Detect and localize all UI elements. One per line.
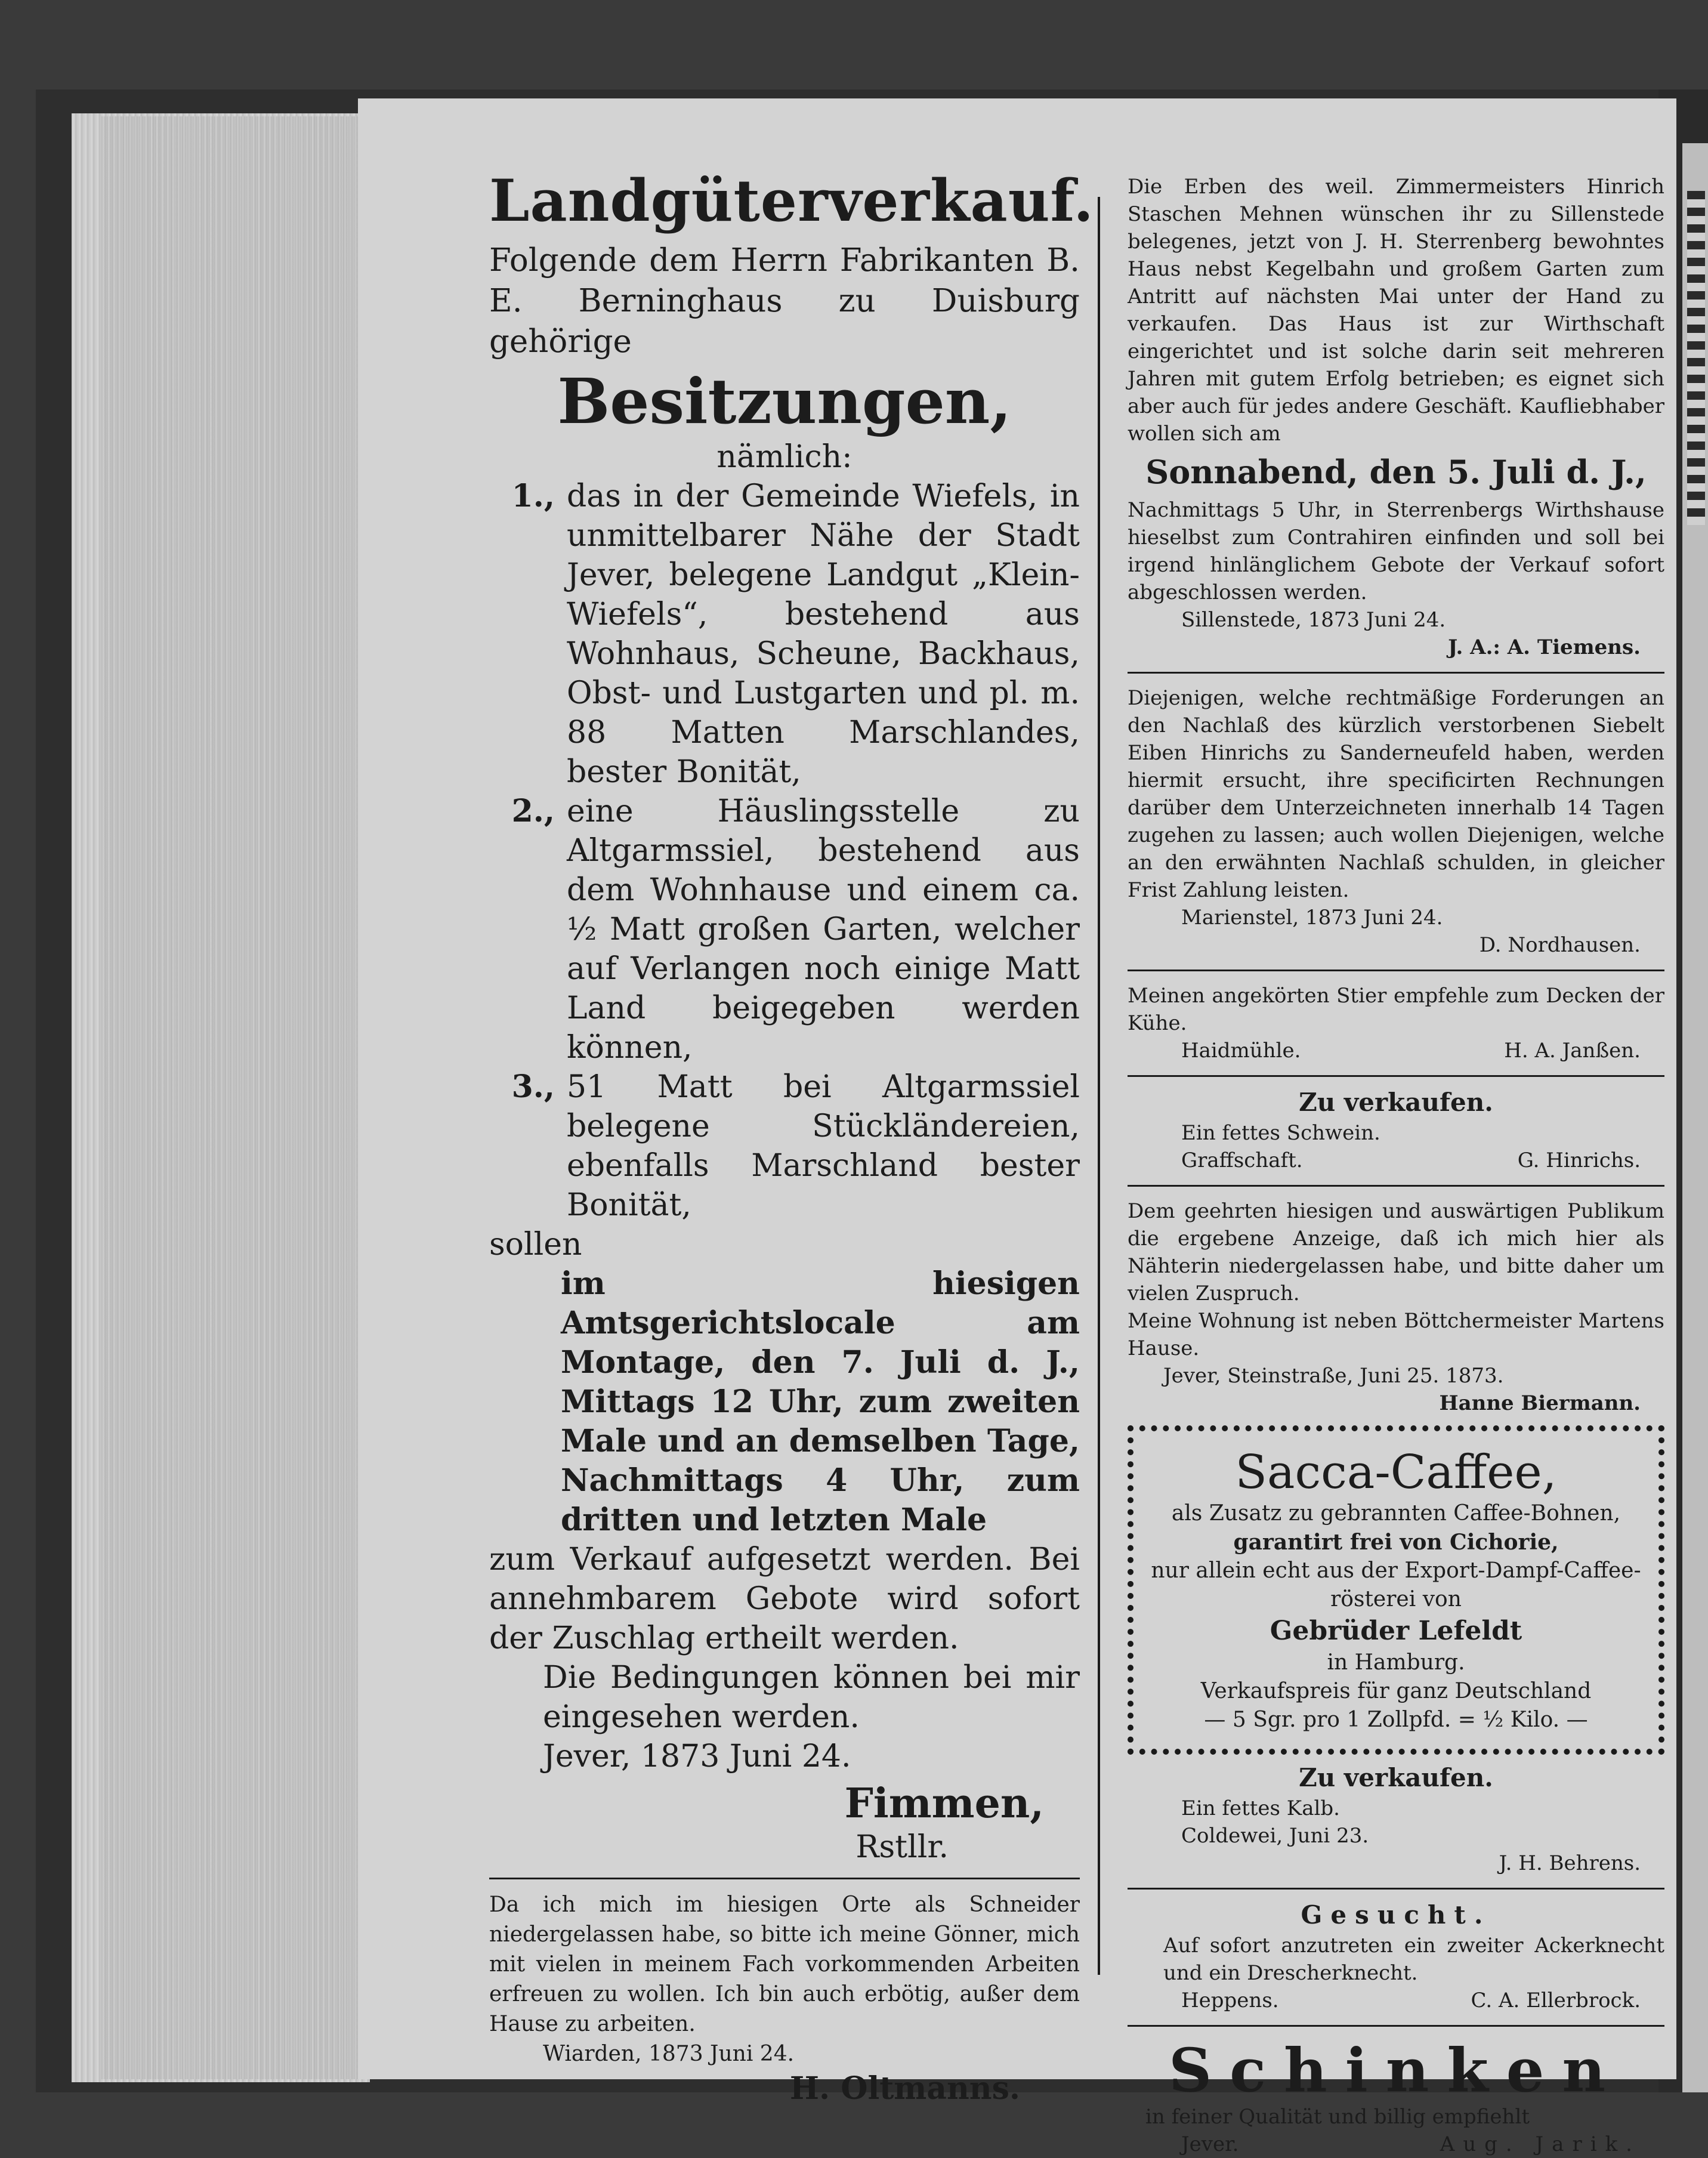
ad-sale-text: zum Verkauf aufgesetzt werden. Bei annehmbarem Gebote wird sofort der Zuschlag ertheilt werden. [489, 1542, 1080, 1656]
pig-ad-text: Ein fettes Schwein. [1181, 1121, 1380, 1145]
bull-ad-text: Meinen angekörten Stier empfehle zum Decken der Kühe. [1128, 984, 1664, 1035]
wanted-ad-text: Auf sofort anzutreten ein zweiter Ackerknecht und ein Drescherknecht. [1163, 1934, 1664, 1985]
ad-namely: nämlich: [716, 439, 853, 475]
divider [489, 1878, 1080, 1879]
ad-auction-details: im hiesigen Amtsgerichtslocale am Montage, den 7. Juli d. J., Mittags 12 Uhr, zum zweiten Male und an demselben Tage, Nachmittags 4 Uhr, zum dritten und letzten Male [561, 1265, 1080, 1538]
item-text: eine Häuslingsstelle zu Altgarmssiel, bestehend aus dem Wohnhause und einem ca. ½ Matt großen Garten, welcher auf Verlangen noch einige Matt Land beigegeben werden können, [567, 794, 1080, 1066]
divider [1128, 970, 1664, 971]
ad-conditions: Die Bedingungen können bei mir eingesehen werden. [543, 1660, 1080, 1735]
coffee-ad-line: Verkaufspreis für ganz Deutschland [1200, 1679, 1592, 1703]
wanted-ad-signature: C. A. Ellerbrock. [1471, 1989, 1641, 2012]
ham-ad-footer [1128, 2131, 1664, 2158]
item-text: das in der Gemeinde Wiefels, in unmittelbarer Nähe der Stadt Jever, belegene Landgut „Klein-Wiefels“, bestehend aus Wohnhaus, Scheune, Backhaus, Obst- und Lustgarten und pl. m. 88 Matten Marschlandes, bester Bonität, [567, 478, 1080, 790]
divider [1128, 1185, 1664, 1187]
coffee-ad-line: rösterei von [1330, 1587, 1462, 1611]
next-page-ornament [1687, 191, 1705, 525]
coffee-ad-company: Gebrüder Lefeldt [1270, 1616, 1522, 1646]
calf-ad-text: Ein fettes Kalb. [1181, 1796, 1340, 1820]
coffee-ad-line: als Zusatz zu gebrannten Caffee-Bohnen, [1171, 1501, 1621, 1526]
calf-ad-signature: J. H. Behrens. [1499, 1851, 1641, 1875]
pig-ad-place: Graffschaft. [1181, 1149, 1303, 1172]
coffee-ad-title: Sacca-Caffee, [1235, 1446, 1557, 1499]
tailor-ad-date: Wiarden, 1873 Juni 24. [543, 2042, 795, 2066]
bull-ad-footer [1128, 1037, 1664, 1064]
list-item [489, 792, 1080, 1067]
ad-intro: Folgende dem Herrn Fabrikanten B. E. Berninghaus zu Duisburg gehörige [489, 242, 1080, 360]
ad-place-date: Jever, 1873 Juni 24. [543, 1739, 851, 1774]
calf-ad-place: Coldewei, Juni 23. [1181, 1824, 1369, 1848]
bull-ad-signature: H. A. Janßen. [1504, 1039, 1641, 1063]
bull-ad-place: Haidmühle. [1181, 1039, 1301, 1063]
ad-signature: Fimmen, [844, 1780, 1044, 1827]
ad-sollen: sollen [489, 1227, 582, 1262]
ad-heading: Besitzungen, [557, 365, 1012, 438]
tailor-ad-text: Da ich mich im hiesigen Orte als Schneider niedergelassen habe, so bitte ich meine Gönner, mich mit vielen in meinem Fach vorkommenden Arbeiten erfreuen zu wollen. Ich bin auch erbötig, außer dem Hause zu arbeiten. [489, 1893, 1080, 2036]
inheritance-ad-date: Sonnabend, den 5. Juli d. J., [1145, 453, 1647, 491]
ham-ad-title: Schinken [1168, 2035, 1624, 2105]
inheritance-ad-text: Die Erben des weil. Zimmermeisters Hinrich Staschen Mehnen wünschen ihr zu Sillenstede belegenes, jetzt von J. H. Sterrenberg bewohntes Haus nebst Kegelbahn und großem Garten zum Antritt auf nächsten Mai unter der Hand zu verkaufen. Das Haus ist zur Wirthschaft eingerichtet und ist solche darin seit mehreren Jahren mit gutem Erfolg betrieben; es eignet sich aber auch für jedes andere Geschäft. Kaufliebhaber wollen sich am [1128, 175, 1664, 446]
item-text: 51 Matt bei Altgarmssiel belegene Stückländereien, ebenfalls Marschland bester Bonität, [567, 1069, 1080, 1223]
item-number: 1., [511, 478, 555, 514]
wanted-ad-title: Gesucht. [1301, 1900, 1491, 1929]
ham-ad-text: in feiner Qualität und billig empfiehlt [1145, 2105, 1530, 2129]
list-item [489, 477, 1080, 792]
ad-signature-title: Rstllr. [855, 1829, 949, 1865]
estate-ad-signature: D. Nordhausen. [1479, 933, 1641, 957]
divider [1128, 2025, 1664, 2027]
pig-ad-signature: G. Hinrichs. [1517, 1149, 1641, 1172]
right-column [1128, 173, 1664, 2158]
estate-ad-place: Marienstel, 1873 Juni 24. [1181, 906, 1443, 930]
seamstress-ad-signature: Hanne Biermann. [1439, 1391, 1641, 1415]
ad-title: Landgüterverkauf. [489, 167, 1094, 234]
estate-ad-text: Diejenigen, welche rechtmäßige Forderungen an den Nachlaß des kürzlich verstorbenen Siebelt Eiben Hinrichs zu Sanderneufeld haben, werden hiermit ersucht, ihre specificirten Rechnungen darüber dem Unterzeichneten innerhalb 14 Tagen zugehen zu lassen; auch wollen Diejenigen, welche an den erwähnten Nachlaß schulden, in gleicher Frist Zahlung leisten. [1128, 686, 1664, 902]
divider [1128, 672, 1664, 674]
seamstress-ad-text: Dem geehrten hiesigen und auswärtigen Publikum die ergebene Anzeige, daß ich mich hier als Nähterin niedergelassen habe, und bitte daher um vielen Zuspruch. [1128, 1199, 1664, 1305]
wanted-ad-place: Heppens. [1181, 1989, 1279, 2012]
pig-ad-footer [1128, 1147, 1664, 1174]
coffee-ad-price: — 5 Sgr. pro 1 Zollpfd. = ½ Kilo. — [1204, 1708, 1588, 1732]
calf-ad-title: Zu verkaufen. [1299, 1763, 1493, 1792]
coffee-ad-line: in Hamburg. [1327, 1650, 1465, 1675]
column-divider [1098, 197, 1100, 1975]
seamstress-ad-place: Jever, Steinstraße, Juni 25. 1873. [1163, 1364, 1504, 1388]
pig-ad-title: Zu verkaufen. [1299, 1088, 1493, 1117]
seamstress-ad-text2: Meine Wohnung ist neben Böttchermeister Martens Hause. [1128, 1309, 1664, 1360]
wanted-ad-footer [1128, 1987, 1664, 2014]
left-column [489, 167, 1094, 2108]
item-number: 2., [511, 793, 555, 829]
coffee-ad-line: nur allein echt aus der Export-Dampf-Caffee- [1151, 1558, 1641, 1583]
inheritance-ad-signature: J. A.: A. Tiemens. [1448, 635, 1641, 659]
inheritance-ad-place: Sillenstede, 1873 Juni 24. [1181, 608, 1446, 632]
inheritance-ad-text2: Nachmittags 5 Uhr, in Sterrenbergs Wirthshause hieselbst zum Contrahiren einfinden und soll bei irgend hinlänglichem Gebote der Verkauf sofort abgeschlossen werden. [1128, 498, 1664, 604]
tailor-ad-signature: H. Oltmanns. [789, 2070, 1020, 2107]
list-item [489, 1067, 1080, 1225]
ham-ad-signature: Aug. Jarik. [1440, 2132, 1641, 2156]
divider [1128, 1888, 1664, 1890]
page-edges-shadow [101, 116, 364, 2079]
coffee-ad-line: garantirt frei von Cichorie, [1233, 1530, 1559, 1555]
ham-ad-place: Jever. [1181, 2132, 1239, 2156]
coffee-ad-box [1128, 1425, 1664, 1755]
divider [1128, 1075, 1664, 1077]
item-number: 3., [511, 1069, 555, 1105]
